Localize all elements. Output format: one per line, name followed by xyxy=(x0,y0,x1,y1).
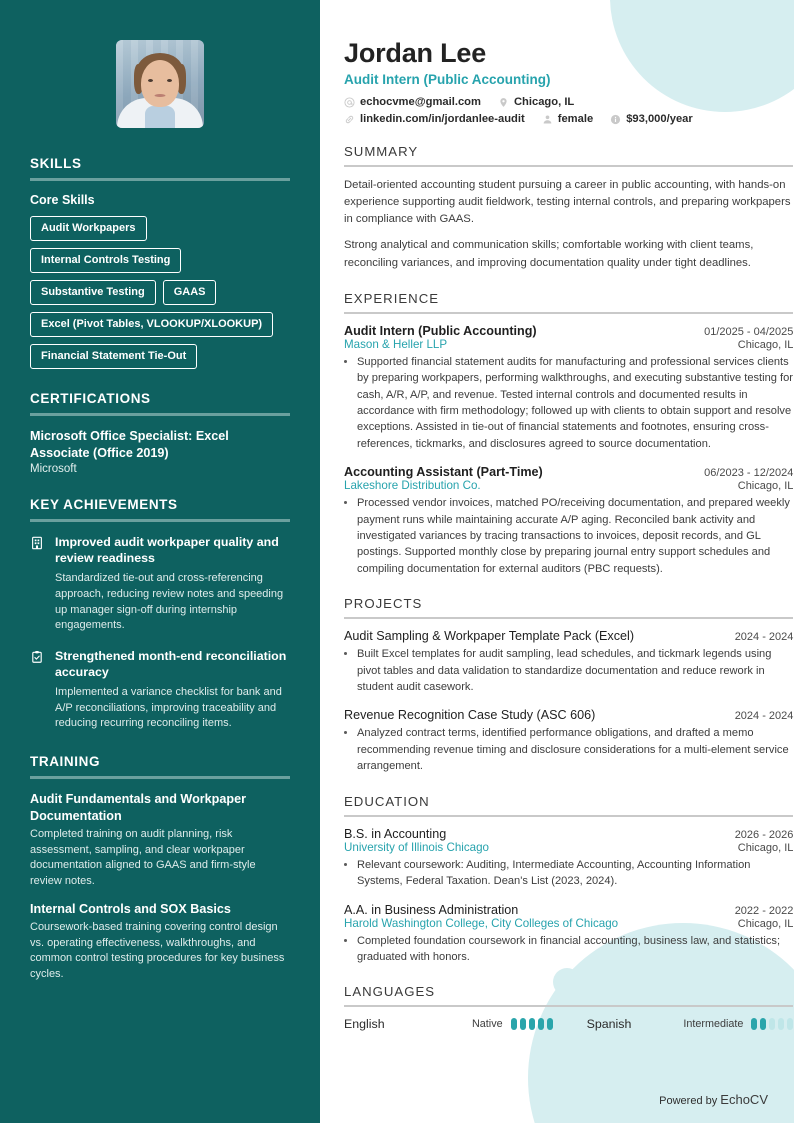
language-proficiency-dots xyxy=(511,1018,553,1030)
candidate-role: Audit Intern (Public Accounting) xyxy=(344,72,551,87)
sidebar xyxy=(0,0,320,1123)
summary-divider xyxy=(344,165,793,167)
education-divider xyxy=(344,815,793,817)
contact-location-text: Chicago, IL xyxy=(513,96,575,108)
candidate-name: Jordan Lee xyxy=(344,38,487,68)
experience-entry xyxy=(344,465,793,577)
skill-chip-list xyxy=(30,216,290,369)
education-institution: Harold Washington College, City Colleges of Chicago xyxy=(344,916,619,930)
proficiency-dot xyxy=(778,1018,784,1030)
experience-organization: Lakeshore Distribution Co. xyxy=(344,479,481,493)
experience-bullets xyxy=(344,354,793,452)
contact-block xyxy=(344,96,793,125)
languages-divider xyxy=(344,1005,793,1007)
education-heading: EDUCATION xyxy=(344,793,430,809)
bullet-item: • Analyzed contract terms, identified performance obligations, and drafted a memo recommending revenue timing and disclosure considerations for a multi-element service arrangement. xyxy=(357,725,793,774)
project-date: 2024 - 2024 xyxy=(734,631,794,644)
skill-chip[interactable]: Substantive Testing xyxy=(30,280,156,305)
achievement-title: Strengthened month-end reconciliation accuracy xyxy=(55,648,287,680)
education-date: 2026 - 2026 xyxy=(734,828,794,841)
footer xyxy=(659,1092,768,1107)
education-entry xyxy=(344,903,793,966)
proficiency-dot xyxy=(769,1018,775,1030)
link-icon xyxy=(344,114,355,125)
clipboard-check-icon xyxy=(30,650,46,732)
bullet-item: • Supported financial statement audits for manufacturing and professional services clients by preparing workpapers, performing walkthroughs, and executing substantive testing for cash, A/R, A/P, and revenue. Tested internal controls and documented results in accordance with firm methodology; followed up with clients to obtain support and resolve exceptions. Assisted in tie-out of financial statements and footnotes, ensuring cross-references, tickmarks, and disclosures agreed to source documentation. xyxy=(357,354,793,452)
education-degree: A.A. in Business Administration xyxy=(344,902,519,917)
sidebar-section-skills xyxy=(30,156,290,369)
section-projects xyxy=(344,596,793,774)
proficiency-dot xyxy=(760,1018,766,1030)
proficiency-dot xyxy=(529,1018,535,1030)
training-divider xyxy=(30,776,290,779)
training-title: Internal Controls and SOX Basics xyxy=(30,901,231,916)
project-date: 2024 - 2024 xyxy=(734,710,794,723)
project-entry xyxy=(344,708,793,774)
languages-heading: LANGUAGES xyxy=(344,984,436,1000)
contact-salary-text: $93,000/year xyxy=(626,113,693,125)
avatar-wrapper xyxy=(30,40,290,128)
section-education xyxy=(344,794,793,966)
location-pin-icon xyxy=(498,97,509,108)
experience-title: Audit Intern (Public Accounting) xyxy=(344,323,537,338)
experience-divider xyxy=(344,312,793,314)
language-item xyxy=(344,1017,553,1031)
bullet-item: • Completed foundation coursework in financial accounting, business law, and statistics; graduated with honors. xyxy=(357,933,793,966)
language-item xyxy=(587,1017,794,1031)
education-location: Chicago, IL xyxy=(737,917,794,930)
section-summary xyxy=(344,144,793,272)
experience-date: 06/2023 - 12/2024 xyxy=(704,467,794,480)
achievement-description: Implemented a variance checklist for bank and A/P reconciliations, improving traceability and reducing recurring reconciling items. xyxy=(55,686,282,730)
certification-issuer: Microsoft xyxy=(30,463,77,476)
section-experience xyxy=(344,291,793,577)
sidebar-section-achievements xyxy=(30,497,290,732)
person-icon xyxy=(542,114,553,125)
contact-email-text: echocvme@gmail.com xyxy=(360,96,481,108)
skill-chip[interactable]: Internal Controls Testing xyxy=(30,248,181,273)
experience-bullets xyxy=(344,495,793,577)
achievement-description: Standardized tie-out and cross-referencing approach, reducing review notes and speeding up manager sign-off during internship engagements. xyxy=(55,572,284,632)
training-item xyxy=(30,901,290,983)
training-item xyxy=(30,791,290,890)
summary-paragraph: Strong analytical and communication skills; comfortable working with client teams, reconciling variances, and improving documentation quality under tight deadlines. xyxy=(344,239,754,269)
experience-entry xyxy=(344,324,793,452)
certifications-divider xyxy=(30,413,290,416)
sidebar-section-certifications xyxy=(30,391,290,475)
bullet-item: • Processed vendor invoices, matched PO/receiving documentation, and prepared weekly payment runs while maintaining accurate A/P aging. Reconciled bank activity and investigated variances by tracing transactions to invoices, deposit records, and GL postings. Supported monthly close by preparing journal entry support schedules and compiling documentation for external auditors (PBC requests). xyxy=(357,495,793,577)
language-level: Intermediate xyxy=(683,1018,744,1031)
training-description: Completed training on audit planning, risk assessment, sampling, and clear workpaper documentation aligned to GAAS and firm-style review notes. xyxy=(30,828,256,888)
experience-date: 01/2025 - 04/2025 xyxy=(704,325,794,338)
skill-chip[interactable]: Audit Workpapers xyxy=(30,216,147,241)
language-list xyxy=(344,1017,793,1031)
education-bullets xyxy=(344,933,793,966)
achievement-item xyxy=(30,648,290,732)
core-skills-subheading: Core Skills xyxy=(30,193,95,207)
certification-title: Microsoft Office Specialist: Excel Associate (Office 2019) xyxy=(30,429,229,460)
brand-name: EchoCV xyxy=(720,1092,768,1107)
proficiency-dot xyxy=(511,1018,517,1030)
skills-heading: SKILLS xyxy=(30,156,82,171)
bullet-item: • Built Excel templates for audit sampling, lead schedules, and tickmark legends using pivot tables and data validation to standardize documentation and reduce rework in student audit casework. xyxy=(357,646,793,695)
project-bullets xyxy=(344,646,793,695)
info-icon xyxy=(610,114,621,125)
summary-paragraph: Detail-oriented accounting student pursuing a career in public accounting, with hands-on experience supporting audit fieldwork, testing internal controls, and preparing workpapers in compliance with GAAS. xyxy=(344,179,791,226)
experience-location: Chicago, IL xyxy=(737,480,794,493)
achievements-heading: KEY ACHIEVEMENTS xyxy=(30,497,178,513)
avatar xyxy=(116,40,204,128)
main-content xyxy=(320,0,794,1123)
achievement-item xyxy=(30,534,290,634)
sidebar-section-training xyxy=(30,754,290,983)
language-name: Spanish xyxy=(586,1017,632,1032)
project-bullets xyxy=(344,725,793,774)
contact-salary xyxy=(610,113,693,125)
certification-item xyxy=(30,428,290,475)
proficiency-dot xyxy=(538,1018,544,1030)
section-languages xyxy=(344,984,793,1031)
education-location: Chicago, IL xyxy=(737,841,794,854)
projects-heading: PROJECTS xyxy=(344,596,423,612)
experience-organization: Mason & Heller LLP xyxy=(344,337,448,351)
skill-chip[interactable]: GAAS xyxy=(163,280,217,305)
proficiency-dot xyxy=(787,1018,793,1030)
education-date: 2022 - 2022 xyxy=(734,904,794,917)
skills-divider xyxy=(30,178,290,181)
experience-heading: EXPERIENCE xyxy=(344,290,440,306)
contact-gender-text: female xyxy=(557,113,594,125)
training-description: Coursework-based training covering control design vs. operating effectiveness, walkthroughs, and common control testing procedures for key business cycles. xyxy=(30,921,285,981)
building-document-icon xyxy=(30,536,46,634)
project-title: Audit Sampling & Workpaper Template Pack (Excel) xyxy=(344,629,635,644)
powered-by-label: Powered by xyxy=(659,1095,721,1107)
achievements-divider xyxy=(30,519,290,522)
language-proficiency-dots xyxy=(751,1018,793,1030)
skill-chip[interactable]: Excel (Pivot Tables, VLOOKUP/XLOOKUP) xyxy=(30,312,273,337)
contact-row-2 xyxy=(344,113,793,125)
contact-email[interactable] xyxy=(344,96,481,108)
experience-location: Chicago, IL xyxy=(737,338,794,351)
experience-title: Accounting Assistant (Part-Time) xyxy=(344,465,543,480)
training-title: Audit Fundamentals and Workpaper Documentation xyxy=(30,791,246,823)
contact-gender xyxy=(542,113,593,125)
project-title: Revenue Recognition Case Study (ASC 606) xyxy=(344,708,596,723)
proficiency-dot xyxy=(751,1018,757,1030)
skill-chip[interactable]: Financial Statement Tie-Out xyxy=(30,344,197,369)
contact-row-1 xyxy=(344,96,793,108)
education-degree: B.S. in Accounting xyxy=(344,826,447,841)
email-icon xyxy=(344,97,355,108)
projects-divider xyxy=(344,617,793,619)
language-name: English xyxy=(344,1017,385,1032)
contact-linkedin-text: linkedin.com/in/jordanlee-audit xyxy=(360,113,525,125)
bullet-item: • Relevant coursework: Auditing, Intermediate Accounting, Accounting Information Systems, Federal Taxation. Dean's List (2023, 2024). xyxy=(357,857,793,890)
summary-heading: SUMMARY xyxy=(344,144,419,159)
achievement-title: Improved audit workpaper quality and review readiness xyxy=(55,535,279,566)
project-entry xyxy=(344,629,793,695)
certifications-heading: CERTIFICATIONS xyxy=(30,391,151,406)
contact-location xyxy=(498,96,574,108)
education-institution: University of Illinois Chicago xyxy=(344,840,489,854)
proficiency-dot xyxy=(547,1018,553,1030)
education-bullets xyxy=(344,857,793,890)
training-heading: TRAINING xyxy=(30,753,101,769)
education-entry xyxy=(344,827,793,890)
contact-linkedin[interactable] xyxy=(344,113,525,125)
language-level: Native xyxy=(472,1018,503,1031)
proficiency-dot xyxy=(520,1018,526,1030)
